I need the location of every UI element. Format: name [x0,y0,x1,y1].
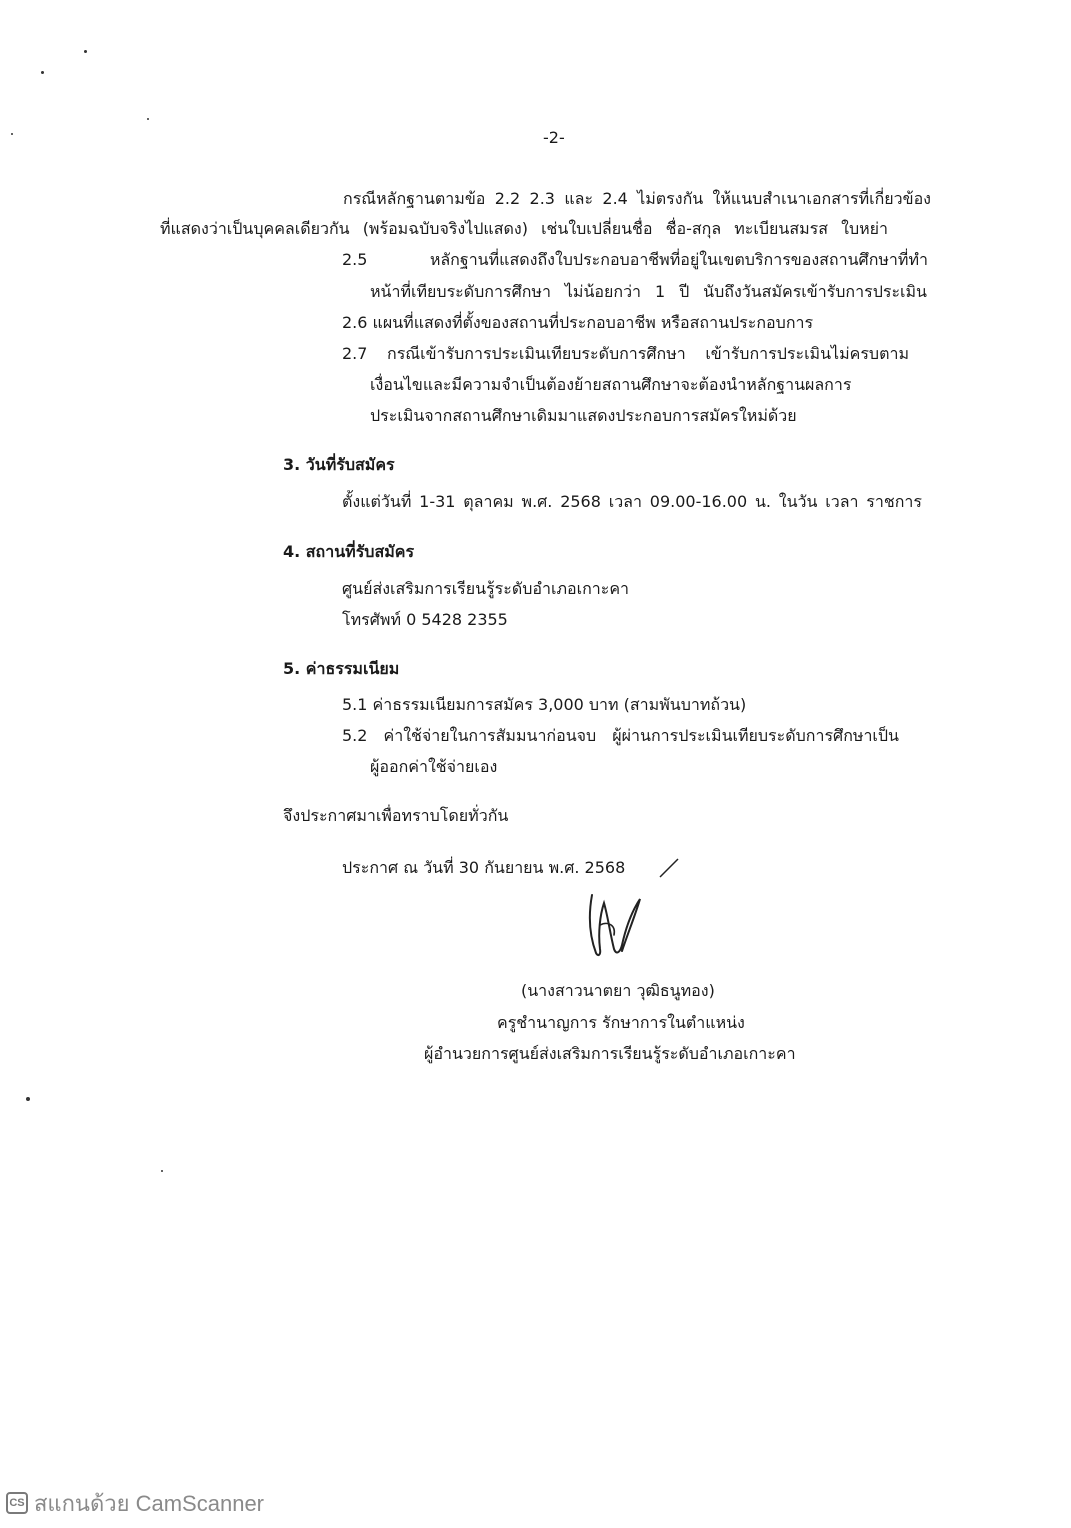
section-3-text: ตั้งแต่วันที่ 1-31 ตุลาคม พ.ศ. 2568 เวลา 09.00-16.00 น. ในวัน เวลา ราชการ [342,492,922,511]
closing-statement: จึงประกาศมาเพื่อทราบโดยทั่วกัน [283,806,509,825]
signature-image [570,855,710,975]
scan-speck [84,50,87,53]
scan-speck [26,1097,30,1101]
section-5-item-2-line-2: ผู้ออกค่าใช้จ่ายเอง [370,757,498,776]
scan-speck [161,1170,163,1172]
scan-speck [41,71,44,74]
section-4-place: ศูนย์ส่งเสริมการเรียนรู้ระดับอำเภอเกาะคา [342,579,630,598]
evidence-paragraph-line-2: ที่แสดงว่าเป็นบุคคลเดียวกัน (พร้อมฉบับจริงไปแสดง) เช่นใบเปลี่ยนชื่อ ชื่อ-สกุล ทะเบียนสมรส ใบหย่า [160,219,888,238]
scan-speck [147,118,149,120]
scan-speck [11,133,13,135]
signer-position: ผู้อำนวยการศูนย์ส่งเสริมการเรียนรู้ระดับอำเภอเกาะคา [424,1044,796,1063]
section-5-heading: 5. ค่าธรรมเนียม [283,659,400,678]
section-4-phone: โทรศัพท์ 0 5428 2355 [342,610,508,629]
announce-date: ประกาศ ณ วันที่ 30 กันยายน พ.ศ. 2568 [342,858,626,877]
item-2-5-line-2: หน้าที่เทียบระดับการศึกษา ไม่น้อยกว่า 1 ปี นับถึงวันสมัครเข้ารับการประเมิน [370,282,927,301]
section-5-item-2-line-1: 5.2 ค่าใช้จ่ายในการสัมมนาก่อนจบ ผู้ผ่านการประเมินเทียบระดับการศึกษาเป็น [342,726,899,745]
item-2-6: 2.6 แผนที่แสดงที่ตั้งของสถานที่ประกอบอาชีพ หรือสถานประกอบการ [342,313,814,332]
signer-title: ครูชำนาญการ รักษาการในตำแหน่ง [497,1013,745,1032]
camscanner-watermark [6,1488,264,1518]
item-2-7-line-2: เงื่อนไขและมีความจำเป็นต้องย้ายสถานศึกษาจะต้องนำหลักฐานผลการ [370,375,852,394]
section-5-item-1: 5.1 ค่าธรรมเนียมการสมัคร 3,000 บาท (สามพันบาทถ้วน) [342,695,747,714]
item-2-5-line-1: 2.5 หลักฐานที่แสดงถึงใบประกอบอาชีพที่อยู่ในเขตบริการของสถานศึกษาที่ทำ [342,250,928,269]
page-number: -2- [543,128,565,147]
camscanner-logo-icon: CS [6,1492,28,1514]
item-2-7-line-3: ประเมินจากสถานศึกษาเดิมมาแสดงประกอบการสมัครใหม่ด้วย [370,406,797,425]
evidence-paragraph-line-1: กรณีหลักฐานตามข้อ 2.2 2.3 และ 2.4 ไม่ตรงกัน ให้แนบสำเนาเอกสารที่เกี่ยวข้อง [343,189,931,208]
section-3-heading: 3. วันที่รับสมัคร [283,455,395,474]
item-2-7-line-1: 2.7 กรณีเข้ารับการประเมินเทียบระดับการศึกษา เข้ารับการประเมินไม่ครบตาม [342,344,909,363]
signer-name: (นางสาวนาตยา วุฒิธนูทอง) [521,981,715,1000]
camscanner-watermark-text: สแกนด้วย CamScanner [34,1490,265,1516]
section-4-heading: 4. สถานที่รับสมัคร [283,542,415,561]
